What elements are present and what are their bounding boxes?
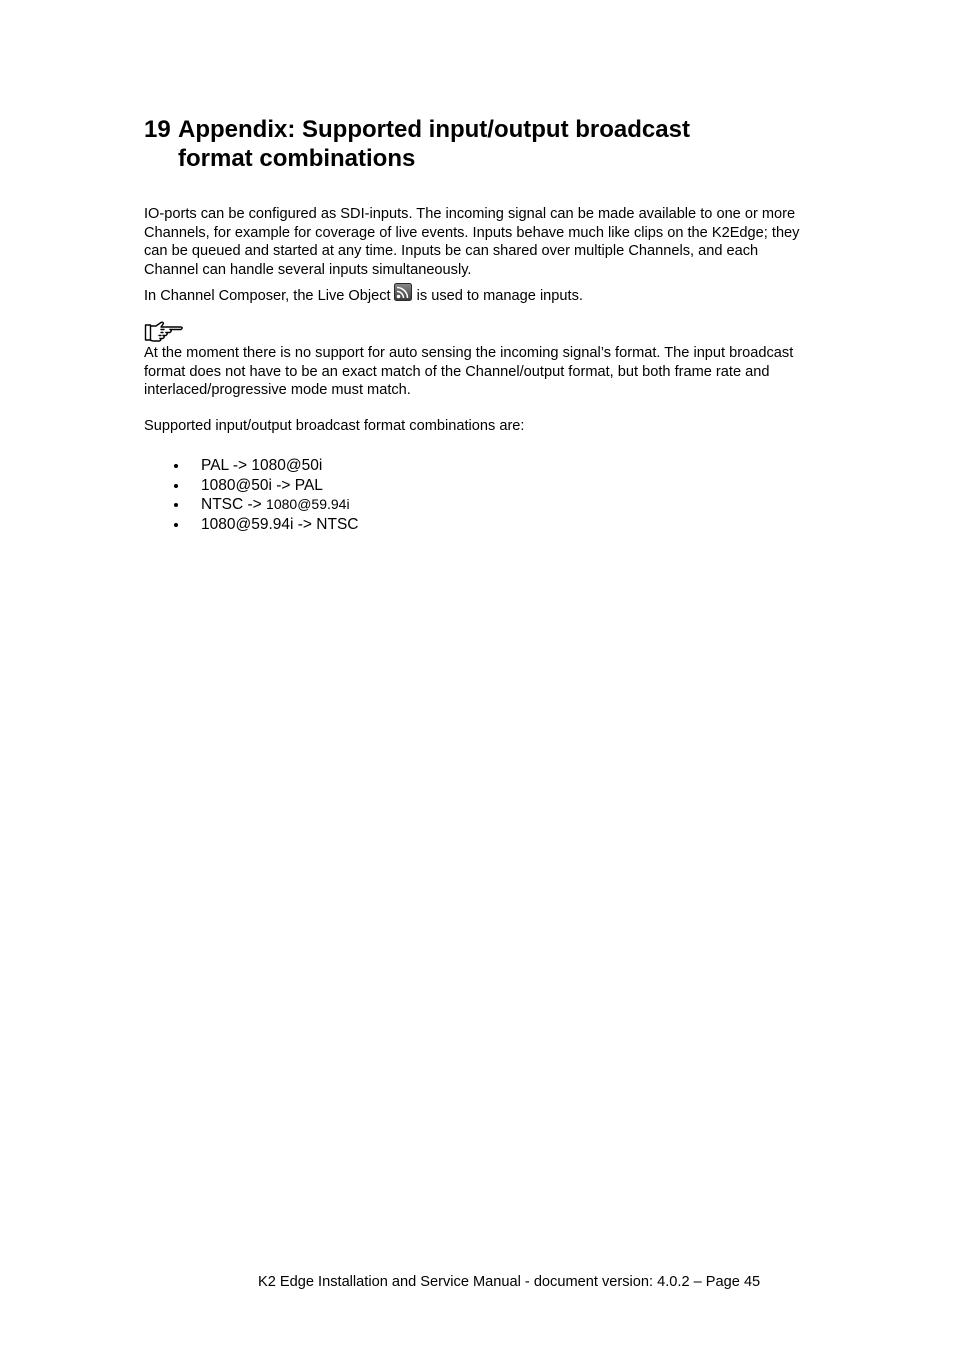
- note-text: At the moment there is no support for auto sensing the incoming signal’s format. The input broadcast format does not have to be an exact match of the Channel/output format, but both frame rate and interlaced/progressive mode must match.: [144, 345, 794, 398]
- section-heading: [144, 115, 844, 173]
- bullet-icon: [174, 464, 178, 468]
- section-number: 19: [144, 116, 171, 143]
- live-object-text-before: In Channel Composer, the Live Object: [144, 288, 391, 304]
- section-title-line-1: Appendix: Supported input/output broadcast: [178, 116, 690, 143]
- combinations-intro: Supported input/output broadcast format combinations are:: [144, 418, 525, 434]
- intro-paragraph: IO-ports can be configured as SDI-inputs. The incoming signal can be made available to one or more Channels, for example for coverage of live events. Inputs behave much like clips on the K2Edge; they can be queued and started at any time. Inputs be can shared over multiple Channels, and each Channel can handle several inputs simultaneously.: [144, 206, 800, 278]
- live-object-paragraph: [144, 283, 814, 306]
- list-item: NTSC -> 1080@59.94i: [170, 495, 359, 515]
- list-item: 1080@50i -> PAL: [170, 476, 359, 496]
- bullet-icon: [174, 523, 178, 527]
- live-object-text-after: is used to manage inputs.: [416, 288, 583, 304]
- section-title-line-2: format combinations: [178, 145, 416, 172]
- live-object-icon: [394, 283, 412, 301]
- bullet-icon: [174, 484, 178, 488]
- combinations-list: [170, 456, 359, 534]
- list-item: 1080@59.94i -> NTSC: [170, 515, 359, 535]
- page-footer: K2 Edge Installation and Service Manual - document version: 4.0.2 – Page 45: [258, 1274, 761, 1290]
- bullet-icon: [174, 503, 178, 507]
- pointing-hand-icon: [144, 320, 186, 344]
- list-item: PAL -> 1080@50i: [170, 456, 359, 476]
